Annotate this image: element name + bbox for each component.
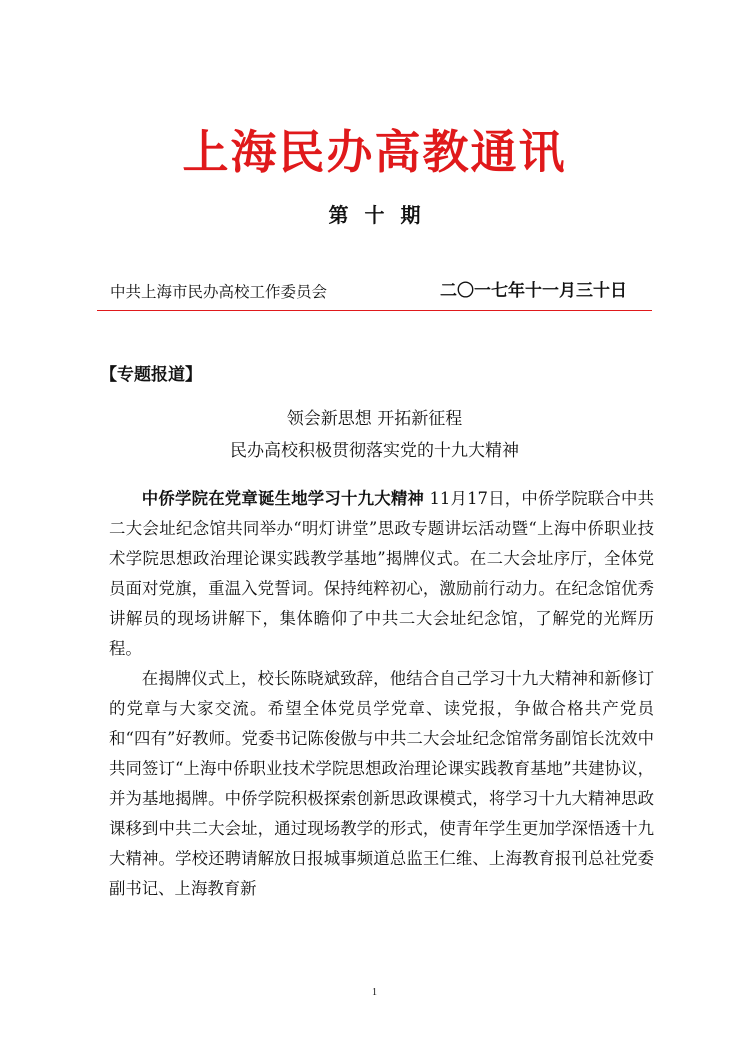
paragraph: 在揭牌仪式上，校长陈晓斌致辞，他结合自己学习十九大精神和新修订的党章与大家交流。希望全体党员学党章、读党报，争做合格共产党员和“四有”好教师。党委书记陈俊傲与中共二大会址纪念馆常务副馆长沈效中共同签订“上海中侨职业技术学院思想政治理论课实践教育基地”共建协议，并为基地揭牌。中侨学院积极探索创新思政课模式，将学习十九大精神思政课移到中共二大会址，通过现场教学的形式，使青年学生更加学深悟透十九大精神。学校还聘请解放日报城事频道总监王仁维、上海教育报刊总社党委副书记、上海教育新 xyxy=(109,669,654,898)
issue-number xyxy=(0,200,749,230)
issue-char: 期 xyxy=(400,203,421,227)
headline-secondary: 民办高校积极贯彻落实党的十九大精神 xyxy=(230,441,519,461)
publication-date: 二〇一七年十一月三十日 xyxy=(440,281,627,301)
paragraph-lead: 中侨学院在党章诞生地学习十九大精神 xyxy=(141,489,425,508)
header-divider xyxy=(97,310,652,311)
issue-char: 第 xyxy=(328,203,349,227)
paragraph xyxy=(109,484,654,664)
section-tag: 【专题报道】 xyxy=(100,365,202,385)
masthead-title: 上海民办高教通讯 xyxy=(182,125,567,179)
paragraph-text: 11月17日，中侨学院联合中共二大会址纪念馆共同举办“明灯讲堂”思政专题讲坛活动暨“上海中侨职业技术学院思想政治理论课实践教学基地”揭牌仪式。在二大会址序厅，全体党员面对党旗，重温入党誓词。保持纯粹初心，激励前行动力。在纪念馆优秀讲解员的现场讲解下，集体瞻仰了中共二大会址纪念馆，了解党的光辉历程。 xyxy=(109,489,654,658)
issue-char: 十 xyxy=(364,203,385,227)
page-number: 1 xyxy=(372,987,377,998)
headline-primary: 领会新思想 开拓新征程 xyxy=(286,409,463,429)
publisher: 中共上海市民办高校工作委员会 xyxy=(110,283,328,301)
article-body xyxy=(109,484,654,904)
